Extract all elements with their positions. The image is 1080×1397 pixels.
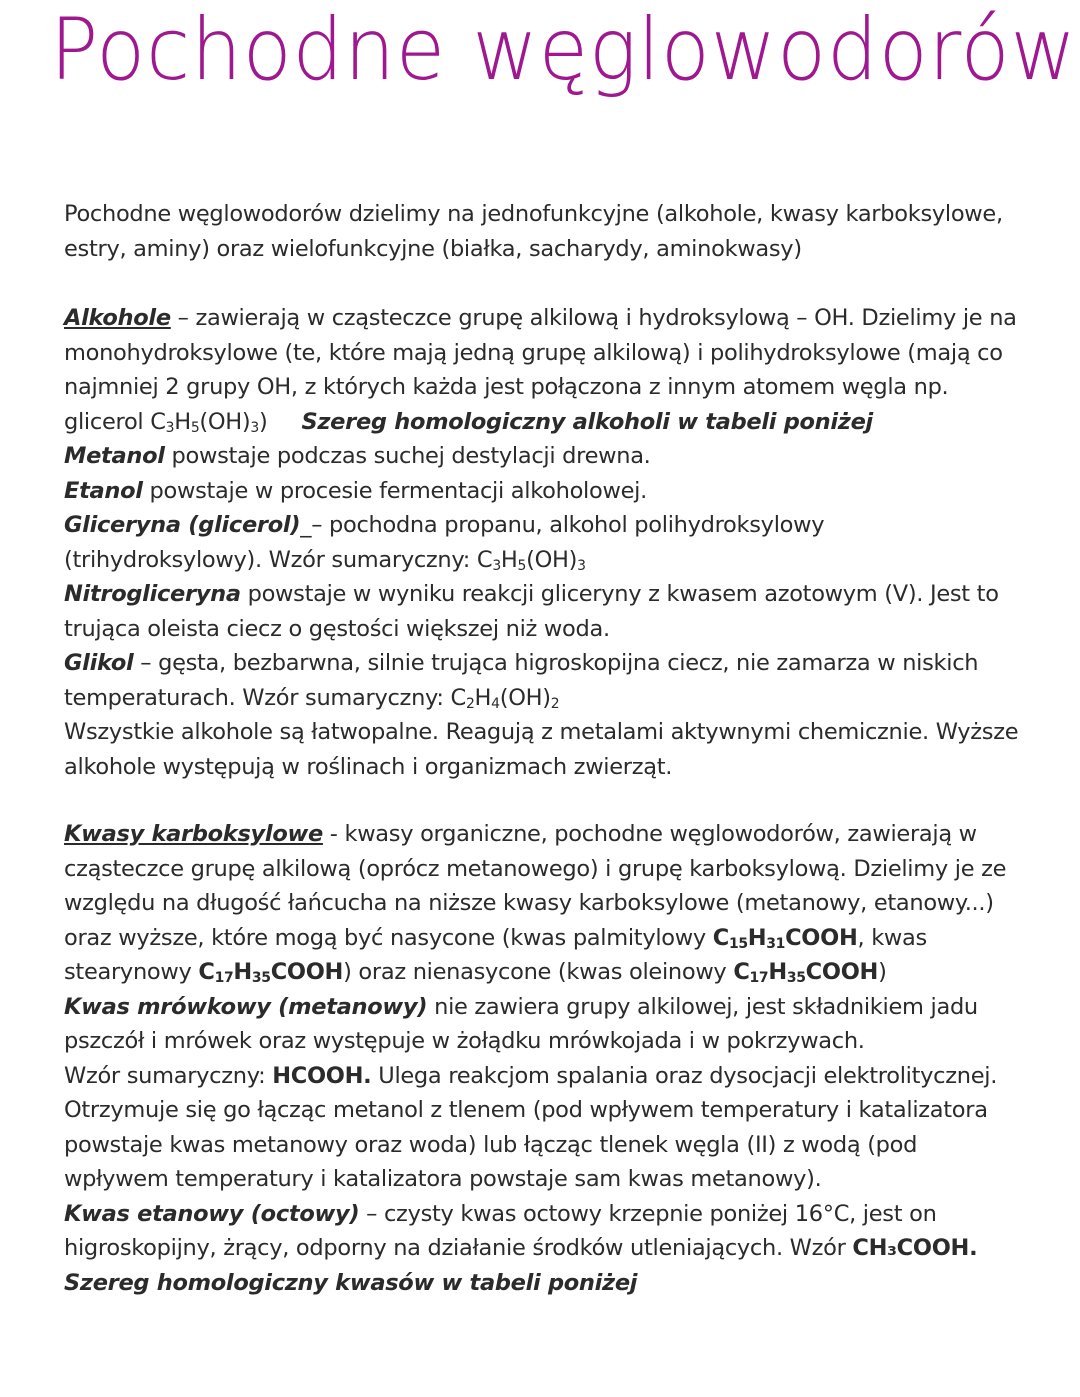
section-alkohole xyxy=(64,301,1024,784)
etanol-line: Etanol powstaje w procesie fermentacji alkoholowej. xyxy=(64,477,647,504)
section-kwasy xyxy=(64,817,1024,1300)
intro-text: Pochodne węglowodorów dzielimy na jednofunkcyjne (alkohole, kwasy karboksylowe, estry, aminy) oraz wielofunkcyjne (białka, sacharydy, aminokwasy) xyxy=(64,201,1003,262)
alkohole-heading: Alkohole xyxy=(64,305,171,331)
nitrogliceryna-line: Nitrogliceryna powstaje w wyniku reakcji gliceryny z kwasem azotowym (V). Jest to trująca oleista ciecz o gęstości większej niż woda. xyxy=(64,581,999,642)
glikol-line: Glikol – gęsta, bezbarwna, silnie trująca higroskopijna ciecz, nie zamarza w niskich temperaturach. Wzór sumaryczny: $C_2H_4(OH)_2$ xyxy=(64,650,979,712)
kwasy-szereg-note: Szereg homologiczny kwasów w tabeli poniżej xyxy=(64,1269,638,1296)
kwas-mrowkowy-line: Kwas mrówkowy (metanowy) nie zawiera grupy alkilowej, jest składnikiem jadu pszczół i mrówek oraz występuje w żołądku mrówkojada i w pokrzywach. Wzór sumaryczny: HCOOH. Ulega reakcjom spalania oraz dysocjacji elektrolitycznej. Otrzymuje się go łącząc metanol z tlenem (pod wpływem temperatury i katalizatora powstaje kwas metanowy oraz woda) lub łącząc tlenek węgla (II) z wodą (pod wpływem temperatury i katalizatora powstaje sam kwas metanowy). xyxy=(64,993,998,1192)
alkohole-szereg-note: Szereg homologiczny alkoholi w tabeli poniżej xyxy=(301,408,873,435)
kwas-etanowy-line: Kwas etanowy (octowy) – czysty kwas octowy krzepnie poniżej 16°C, jest on higroskopijny, żrący, odporny na działanie środków utleniających. Wzór CH₃COOH. xyxy=(64,1200,978,1261)
page-title: Pochodne węglowodorów xyxy=(50,0,1077,100)
alkohole-definition: Alkohole – zawierają w cząsteczce grupę alkilową i hydroksylową – OH. Dzielimy je na monohydroksylowe (te, które mają jedną grupę alkilową) i polihydroksylowe (mają co najmniej 2 grupy OH, z których każda jest połączona z innym atomem węgla np. glicerol $C_3H_5(OH)_3$) Szereg homologiczny alkoholi w tabeli poniżej xyxy=(64,305,1017,436)
kwasy-heading: Kwasy karboksylowe xyxy=(64,821,323,847)
kwasy-definition: Kwasy karboksylowe - kwasy organiczne, pochodne węglowodorów, zawierają w cząsteczce grupę alkilową (oprócz metanowego) i grupę karboksylową. Dzielimy je ze względu na długość łańcucha na niższe kwasy karboksylowe (metanowy, etanowy...) oraz wyższe, które mogą być nasycone (kwas palmitylowy $C_{15}H_{31}COOH$, kwas stearynowy $C_{17}H_{35}COOH$) oraz nienasycone (kwas oleinowy $C_{17}H_{35}COOH$) xyxy=(64,821,1007,986)
wszystkie-alkohole-line: Wszystkie alkohole są łatwopalne. Reagują z metalami aktywnymi chemicznie. Wyższe alkohole występują w roślinach i organizmach zwierząt. xyxy=(64,719,1019,780)
gliceryna-line: Gliceryna (glicerol)_– pochodna propanu, alkohol polihydroksylowy (trihydroksylowy). Wzór sumaryczny: $C_3H_5(OH)_3$ xyxy=(64,512,825,574)
metanol-line: Metanol powstaje podczas suchej destylacji drewna. xyxy=(64,443,651,469)
intro-paragraph xyxy=(64,197,1024,266)
